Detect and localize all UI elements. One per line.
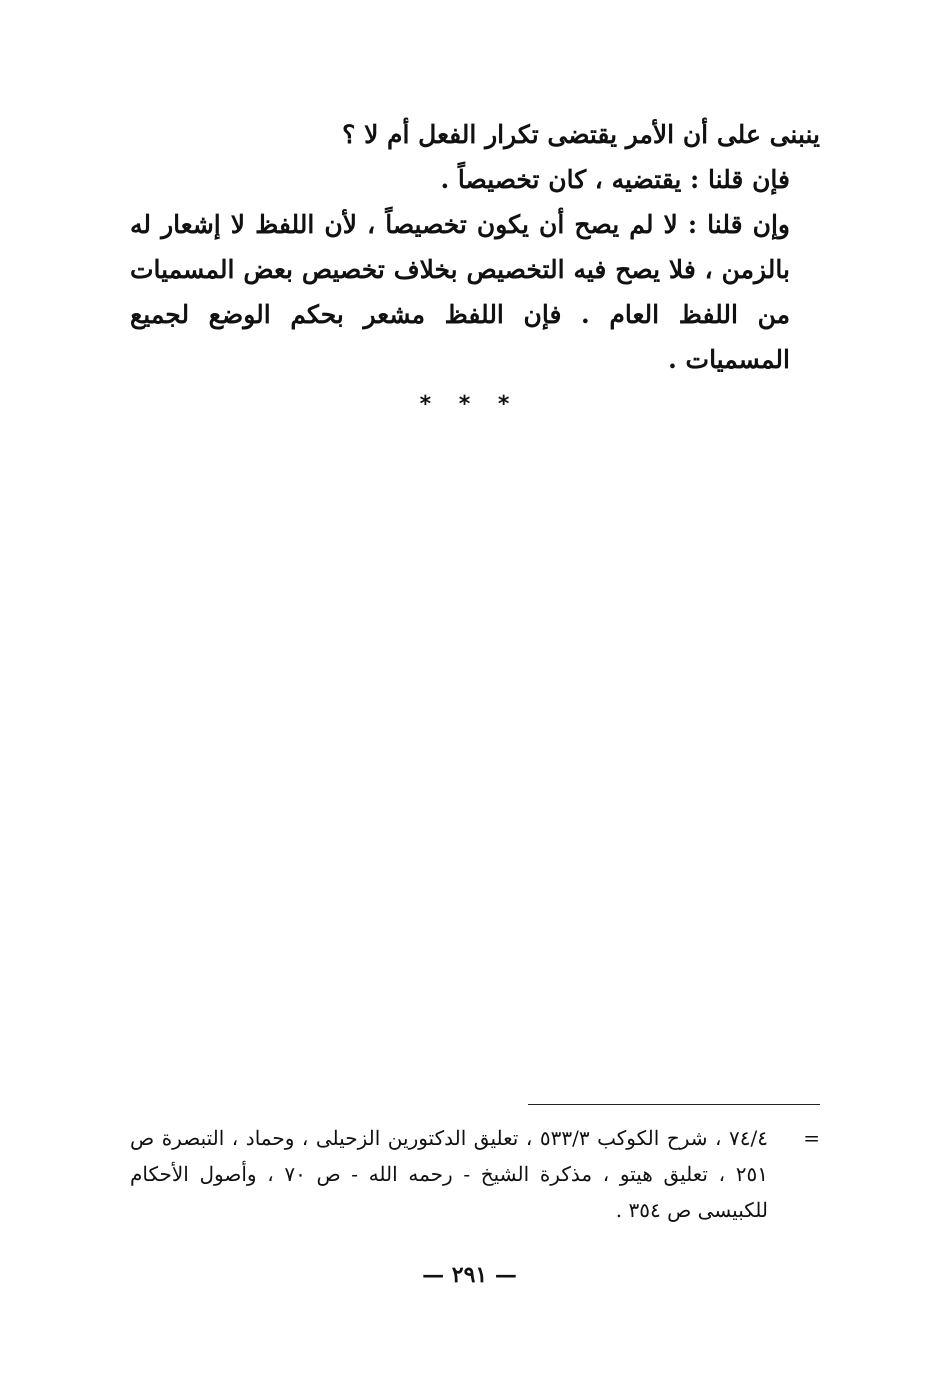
footnote-continuation-marker: =: [803, 1126, 820, 1150]
footnote: [130, 1120, 820, 1228]
page-number: — ٢٩١ —: [422, 1262, 517, 1288]
paragraph-3: وإن قلنا : لا لم يصح أن يكون تخصيصاً ، لأن اللفظ لا إشعار له بالزمن ، فلا يصح فيه التخصيص بخلاف تخصيص بعض المسميات من اللفظ العام . فإن اللفظ مشعر بحكم الوضع لجميع المسميات .: [130, 210, 790, 374]
paragraph-1: ينبنى على أن الأمر يقتضى تكرار الفعل أم لا ؟: [342, 120, 820, 149]
footnote-rule: [528, 1104, 820, 1105]
main-text: [130, 112, 820, 382]
section-separator: * * *: [419, 392, 520, 417]
paragraph-2: فإن قلنا : يقتضيه ، كان تخصيصاً .: [440, 165, 790, 194]
footnote-text: ٧٤/٤ ، شرح الكوكب ٥٣٣/٣ ، تعليق الدكتورين الزحيلى ، وحماد ، التبصرة ص ٢٥١ ، تعليق هيتو ، مذكرة الشيخ - رحمه الله - ص ٧٠ ، وأصول الأحكام للكبيسى ص ٣٥٤ .: [130, 1126, 768, 1222]
